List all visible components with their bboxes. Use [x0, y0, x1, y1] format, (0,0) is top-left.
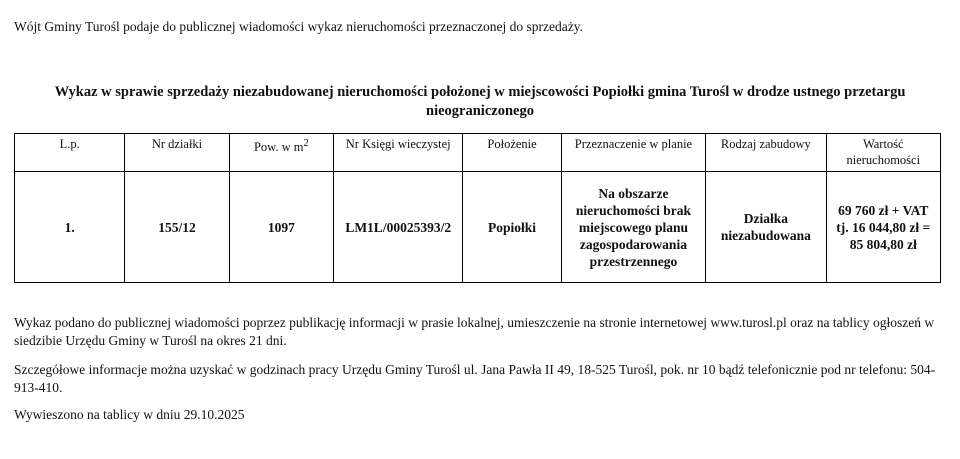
cell-nr-dzialki: 155/12 — [125, 172, 229, 283]
cell-rodzaj: Działka niezabudowana — [706, 172, 826, 283]
header-wartosc: Wartość nieruchomości — [826, 134, 940, 172]
table-header-row — [15, 134, 941, 172]
cell-lp: 1. — [15, 172, 125, 283]
cell-powierzchnia: 1097 — [229, 172, 333, 283]
header-rodzaj: Rodzaj zabudowy — [706, 134, 826, 172]
document-title: Wykaz w sprawie sprzedaży niezabudowanej nieruchomości położonej w miejscowości Popiołki gmina Turośl w drodze ustnego przetargu nieograniczonego — [54, 84, 906, 119]
cell-wartosc: 69 760 zł + VAT tj. 16 044,80 zł = 85 804,80 zł — [826, 172, 940, 283]
header-przeznaczenie: Przeznaczenie w planie — [561, 134, 705, 172]
table-row — [15, 172, 941, 283]
header-lp: L.p. — [15, 134, 125, 172]
header-polozenie: Położenie — [463, 134, 561, 172]
property-table — [14, 133, 941, 283]
cell-polozenie: Popiołki — [463, 172, 561, 283]
cell-przeznaczenie: Na obszarze nieruchomości brak miejscowego planu zagospodarowania przestrzennego — [561, 172, 705, 283]
intro-text: Wójt Gminy Turośl podaje do publicznej wiadomości wykaz nieruchomości przeznaczonej do sprzedaży. — [14, 19, 583, 34]
header-powierzchnia-sup: 2 — [303, 138, 309, 149]
publication-info: Wykaz podano do publicznej wiadomości poprzez publikację informacji w prasie lokalnej, umieszczenie na stronie internetowej www.turosl.pl oraz na tablicy ogłoszeń w siedzibie Urzędu Gminy w Turośl na okres 21 dni. — [14, 315, 935, 348]
header-powierzchnia-text: Pow. w m — [253, 140, 304, 155]
header-ksiega: Nr Księgi wieczystej — [334, 134, 463, 172]
contact-info: Szczegółowe informacje można uzyskać w godzinach pracy Urzędu Gminy Turośl ul. Jana Pawła II 49, 18-525 Turośl, pok. nr 10 bądź telefonicznie pod nr telefonu: 504-913-410. — [14, 362, 936, 395]
header-nr-dzialki: Nr działki — [125, 134, 229, 172]
header-powierzchnia — [229, 134, 333, 172]
posting-date: Wywieszono na tablicy w dniu 29.10.2025 — [14, 407, 245, 422]
cell-ksiega: LM1L/00025393/2 — [334, 172, 463, 283]
